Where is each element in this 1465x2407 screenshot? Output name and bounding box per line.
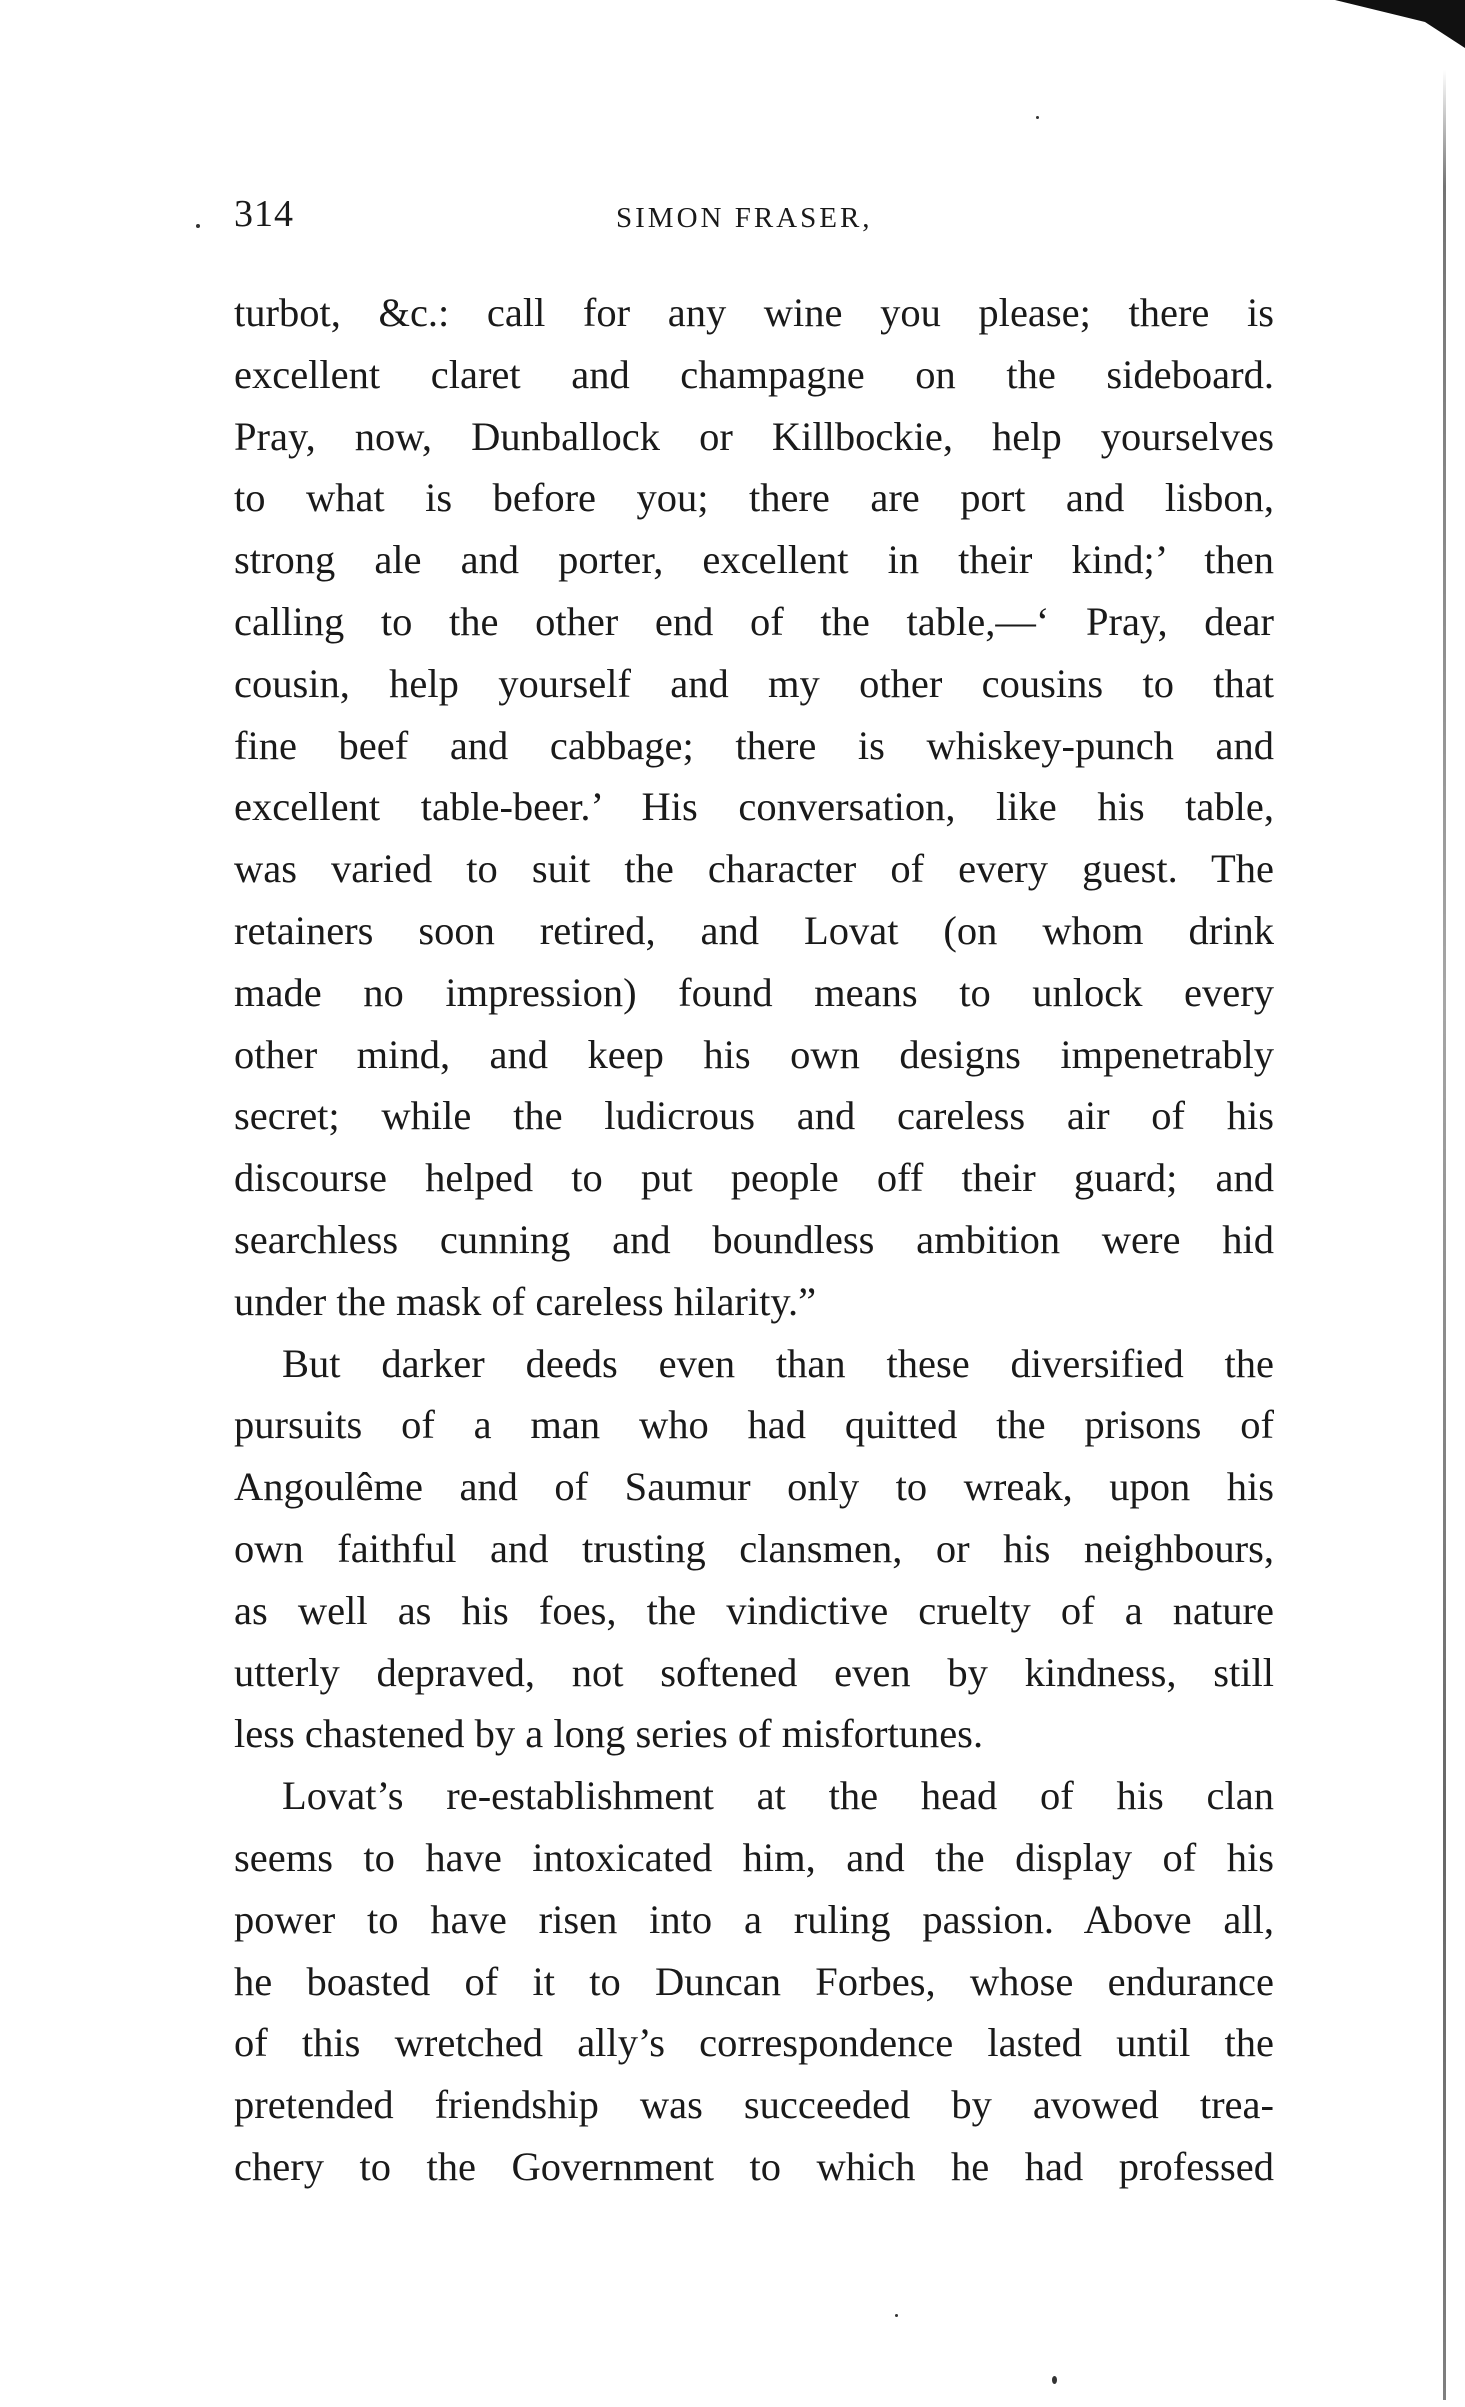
text-line: strong ale and porter, excellent in their kind;’ then [234, 537, 1274, 583]
text-line: searchless cunning and boundless ambition were hid [234, 1216, 1274, 1262]
paragraph-first-line: Lovat’s re-establishment at the head of his clan [282, 1773, 1274, 1819]
text-line: turbot, &c.: call for any wine you please; there is [234, 290, 1274, 335]
text-line: calling to the other end of the table,—‘ Pray, dear [234, 598, 1274, 644]
text-line: of this wretched ally’s correspondence lasted until the [234, 2020, 1274, 2066]
text-line: pursuits of a man who had quitted the prisons of [234, 1402, 1274, 1448]
text-line: discourse helped to put people off their guard; and [234, 1155, 1274, 1201]
page-number: 314 [234, 193, 294, 235]
paragraph-first-line: But darker deeds even than these diversified the [282, 1340, 1274, 1386]
text-line: excellent table-beer.’ His conversation, like his table, [234, 784, 1274, 830]
text-line: Angoulême and of Saumur only to wreak, upon his [234, 1464, 1274, 1510]
text-line: power to have risen into a ruling passion. Above all, [234, 1896, 1274, 1942]
text-line: under the mask of careless hilarity.” [234, 1278, 817, 1324]
text-line: pretended friendship was succeeded by avowed trea- [234, 2082, 1274, 2128]
text-line: cousin, help yourself and my other cousins to that [234, 660, 1274, 706]
running-head: SIMON FRASER, [616, 202, 873, 234]
body-text [234, 282, 1274, 2198]
dust-speck [895, 2314, 898, 2317]
text-line: other mind, and keep his own designs impenetrably [234, 1031, 1274, 1077]
text-line: own faithful and trusting clansmen, or his neighbours, [234, 1525, 1274, 1571]
text-line: retainers soon retired, and Lovat (on whom drink [234, 907, 1274, 953]
text-line: Pray, now, Dunballock or Killbockie, help yourselves [234, 413, 1274, 459]
scan-edge-line [1443, 70, 1446, 2400]
text-line: seems to have intoxicated him, and the display of his [234, 1834, 1274, 1880]
text-line: chery to the Government to which he had professed [234, 2143, 1274, 2189]
text-line: to what is before you; there are port and lisbon, [234, 475, 1274, 521]
text-line: excellent claret and champagne on the sideboard. [234, 351, 1274, 397]
text-line: less chastened by a long series of misfortunes. [234, 1711, 984, 1757]
text-line: he boasted of it to Duncan Forbes, whose endurance [234, 1958, 1274, 2004]
dust-speck [1036, 116, 1039, 119]
text-line: was varied to suit the character of every guest. The [234, 846, 1274, 892]
dust-speck [196, 224, 200, 228]
text-line: secret; while the ludicrous and careless air of his [234, 1093, 1274, 1139]
scan-edge-artifact [1315, 0, 1465, 50]
dust-speck [1052, 2376, 1057, 2384]
text-line: made no impression) found means to unlock every [234, 969, 1274, 1015]
page-header [234, 192, 1274, 252]
text-line: fine beef and cabbage; there is whiskey-punch and [234, 722, 1274, 768]
text-line: utterly depraved, not softened even by kindness, still [234, 1649, 1274, 1695]
text-line: as well as his foes, the vindictive cruelty of a nature [234, 1587, 1274, 1633]
